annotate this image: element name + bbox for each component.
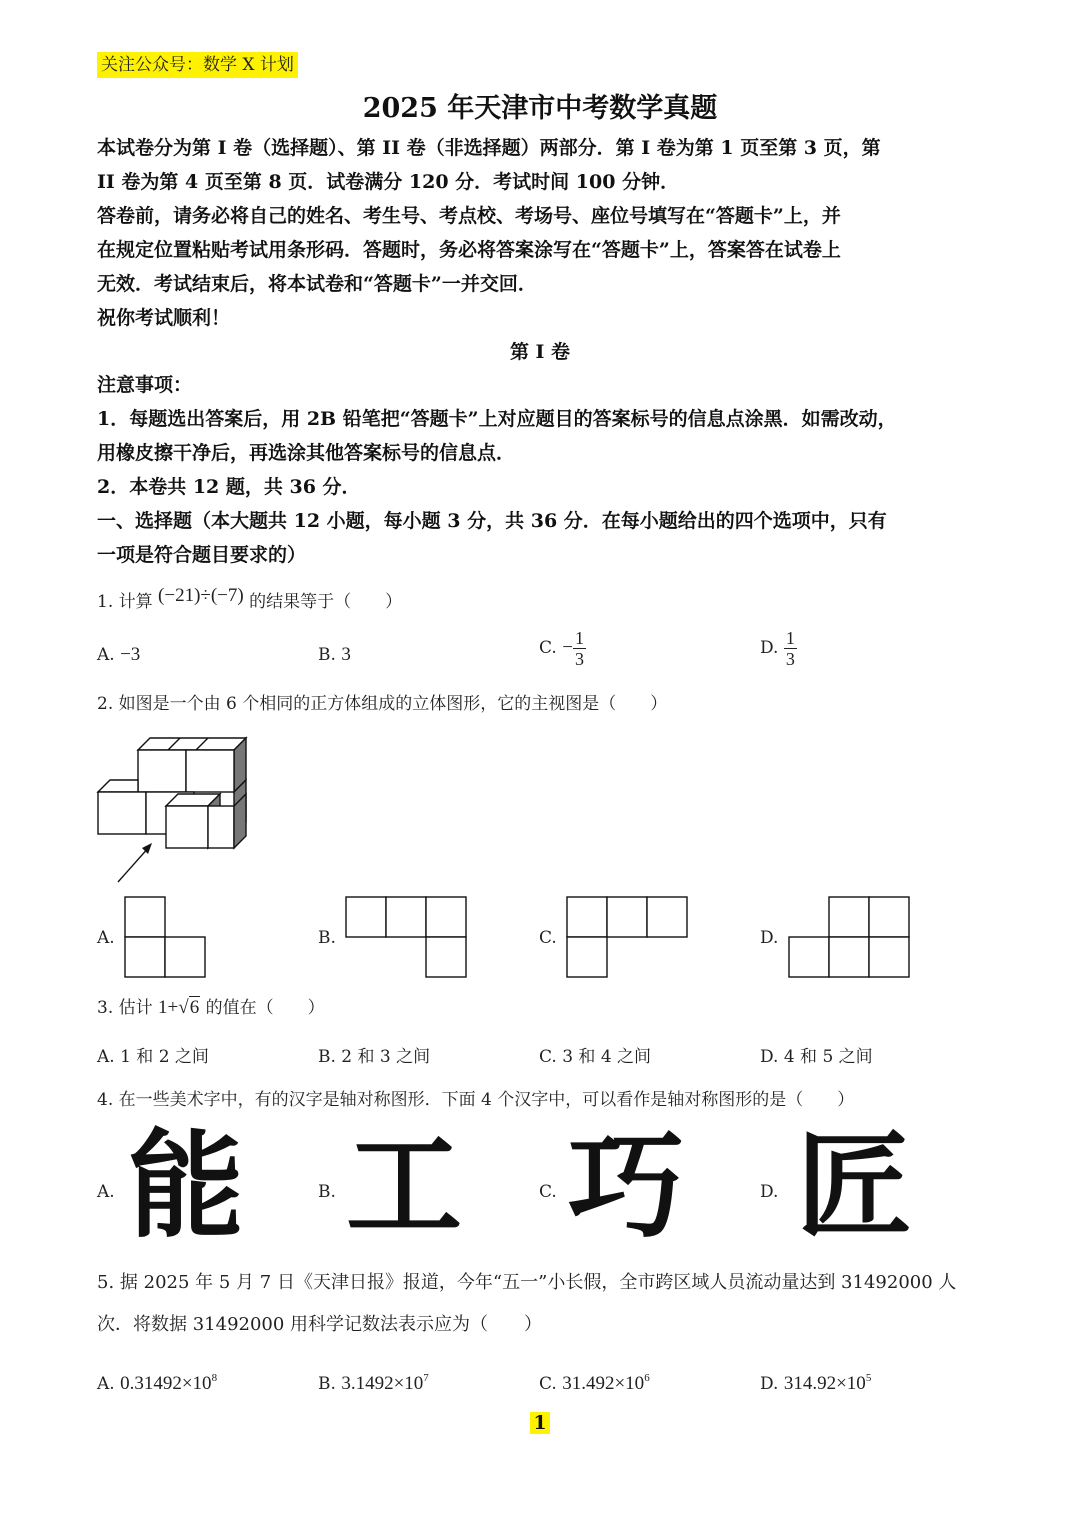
question-1 (97, 587, 402, 617)
q5-option-a-label: A. (97, 1374, 115, 1394)
q5-option-c-base: 31.492×10 (562, 1373, 645, 1394)
q5-option-c-exponent: 6 (644, 1372, 650, 1384)
q2-option-b-figure[interactable] (345, 896, 469, 978)
q4-option-d-char[interactable]: 匠 (796, 1119, 912, 1254)
q1-expression: (−21)÷(−7) (158, 585, 244, 606)
q3-radicand: 6 (189, 997, 200, 1018)
q1-option-b[interactable] (318, 640, 351, 670)
cube-top-face (98, 780, 138, 792)
q4-option-b-char[interactable]: 工 (346, 1119, 462, 1254)
cube-top-face (138, 738, 246, 750)
q1-option-c[interactable] (539, 628, 586, 669)
q5-option-b-exponent: 7 (423, 1372, 429, 1384)
intro-line-6: 祝你考试顺利！ (97, 307, 231, 329)
q1-option-c-numerator: 1 (574, 628, 584, 648)
q5-option-d-exponent: 5 (865, 1372, 872, 1384)
q5-option-d-label: D. (760, 1374, 779, 1394)
q1-option-d-label: D. (760, 638, 779, 658)
q1-option-b-label: B. (318, 645, 336, 665)
q2-option-d-figure[interactable] (788, 896, 912, 978)
q4-option-c-char[interactable]: 巧 (568, 1119, 684, 1254)
q3-expression-part: 1+ (158, 997, 179, 1018)
notes-title: 注意事项： (97, 374, 193, 396)
q5-option-a-exponent: 8 (211, 1372, 218, 1384)
q1-option-d-denominator: 3 (785, 649, 795, 669)
q1-option-c-label: C. (539, 638, 557, 658)
intro-line-4: 在规定位置粘贴考试用条形码．答题时，务必将答案涂写在“答题卡”上，答案答在试卷上 (97, 239, 841, 261)
q5-option-b-base: 3.1492×10 (341, 1373, 424, 1394)
intro-line-3: 答卷前，请务必将自己的姓名、考生号、考点校、考场号、座位号填写在“答题卡”上，并 (97, 205, 841, 227)
q3-sqrt (178, 997, 200, 1018)
q5-option-c[interactable] (539, 1363, 650, 1399)
q4-option-d-label[interactable]: D. (760, 1182, 779, 1202)
page-number-value: 1 (530, 1412, 549, 1434)
intro-line-2: II 卷为第 4 页至第 8 页．试卷满分 120 分．考试时间 100 分钟． (97, 171, 680, 193)
q5-option-b[interactable] (318, 1363, 429, 1399)
q1-option-a-value: −3 (120, 644, 141, 665)
q4-option-c-label[interactable]: C. (539, 1182, 557, 1202)
q3-suffix: 的值在（ ） (205, 998, 325, 1018)
q3-prefix: 3. 估计 (97, 998, 153, 1018)
note-1-line-2: 用橡皮擦干净后，再选涂其他答案标号的信息点． (97, 442, 516, 464)
page-number (0, 1412, 1080, 1434)
intro-line-5: 无效．考试结束后，将本试卷和“答题卡”一并交回． (97, 273, 537, 295)
part-heading-line-2: 一项是符合题目要求的） (97, 544, 307, 566)
q2-option-b-label[interactable]: B. (318, 928, 336, 948)
q4-option-a-label[interactable]: A. (97, 1182, 115, 1202)
q1-option-a-label: A. (97, 645, 115, 665)
question-5-line-2: 次．将数据 31492000 用科学记数法表示应为（ ） (97, 1314, 543, 1335)
q3-option-b[interactable]: B. 2 和 3 之间 (318, 1047, 431, 1067)
q1-suffix: 的结果等于（ ） (249, 592, 403, 612)
q5-option-a-base: 0.31492×10 (120, 1373, 212, 1394)
q4-option-a-char[interactable]: 能 (128, 1119, 244, 1254)
intro-line-1: 本试卷分为第 I 卷（选择题）、第 II 卷（非选择题）两部分．第 I 卷为第 1 页至第 3 页，第 (97, 137, 881, 159)
cube-front-face (138, 750, 186, 792)
q2-option-c-label[interactable]: C. (539, 928, 557, 948)
q3-option-a[interactable]: A. 1 和 2 之间 (97, 1047, 209, 1067)
q1-option-a[interactable] (97, 640, 140, 670)
sqrt-sign-icon: √ (178, 997, 189, 1018)
q3-option-c[interactable]: C. 3 和 4 之间 (539, 1047, 652, 1067)
cube-front-face (186, 750, 234, 792)
cube-front-face (98, 792, 146, 834)
page-title: 2025 年天津市中考数学真题 (362, 93, 718, 124)
q2-option-d-label[interactable]: D. (760, 928, 779, 948)
q4-option-b-label[interactable]: B. (318, 1182, 336, 1202)
view-direction-arrow-icon (112, 838, 160, 886)
q5-option-c-label: C. (539, 1374, 557, 1394)
q5-option-a[interactable] (97, 1363, 217, 1399)
q3-option-d[interactable]: D. 4 和 5 之间 (760, 1047, 873, 1067)
q2-option-a-figure[interactable] (124, 896, 208, 978)
q2-option-a-label[interactable]: A. (97, 928, 115, 948)
question-2: 2. 如图是一个由 6 个相同的正方体组成的立体图形，它的主视图是（ ） (97, 694, 668, 714)
watermark-banner: 关注公众号：数学 X 计划 (97, 52, 298, 78)
question-5-line-1: 5. 据 2025 年 5 月 7 日《天津日报》报道，今年“五一”小长假，全市跨区域人员流动量达到 31492000 人 (97, 1272, 957, 1293)
q1-prefix: 1. 计算 (97, 592, 153, 612)
q2-option-c-figure[interactable] (566, 896, 690, 978)
q1-option-d-fraction (784, 628, 797, 669)
q1-option-c-sign: − (562, 637, 573, 658)
question-3 (97, 993, 325, 1023)
q5-option-d-base: 314.92×10 (783, 1373, 866, 1394)
part-heading-line-1: 一、选择题（本大题共 12 小题，每小题 3 分，共 36 分．在每小题给出的四个选项中，只有 (97, 510, 887, 532)
cube-front-face (166, 806, 208, 848)
q1-option-c-fraction (573, 628, 586, 669)
q1-option-c-denominator: 3 (574, 649, 584, 669)
note-1-line-1: 1．每题选出答案后，用 2B 铅笔把“答题卡”上对应题目的答案标号的信息点涂黑．如需改动， (97, 408, 897, 430)
section-title: 第 I 卷 (509, 341, 571, 363)
q1-option-d-numerator: 1 (785, 628, 795, 648)
note-2: 2．本卷共 12 题，共 36 分． (97, 476, 361, 498)
question-4: 4. 在一些美术字中，有的汉字是轴对称图形．下面 4 个汉字中，可以看作是轴对称图形的是（ ） (97, 1090, 855, 1110)
q5-option-b-label: B. (318, 1374, 336, 1394)
q5-option-d[interactable] (760, 1363, 871, 1399)
q1-option-b-value: 3 (341, 644, 351, 665)
q1-option-d[interactable] (760, 628, 797, 669)
